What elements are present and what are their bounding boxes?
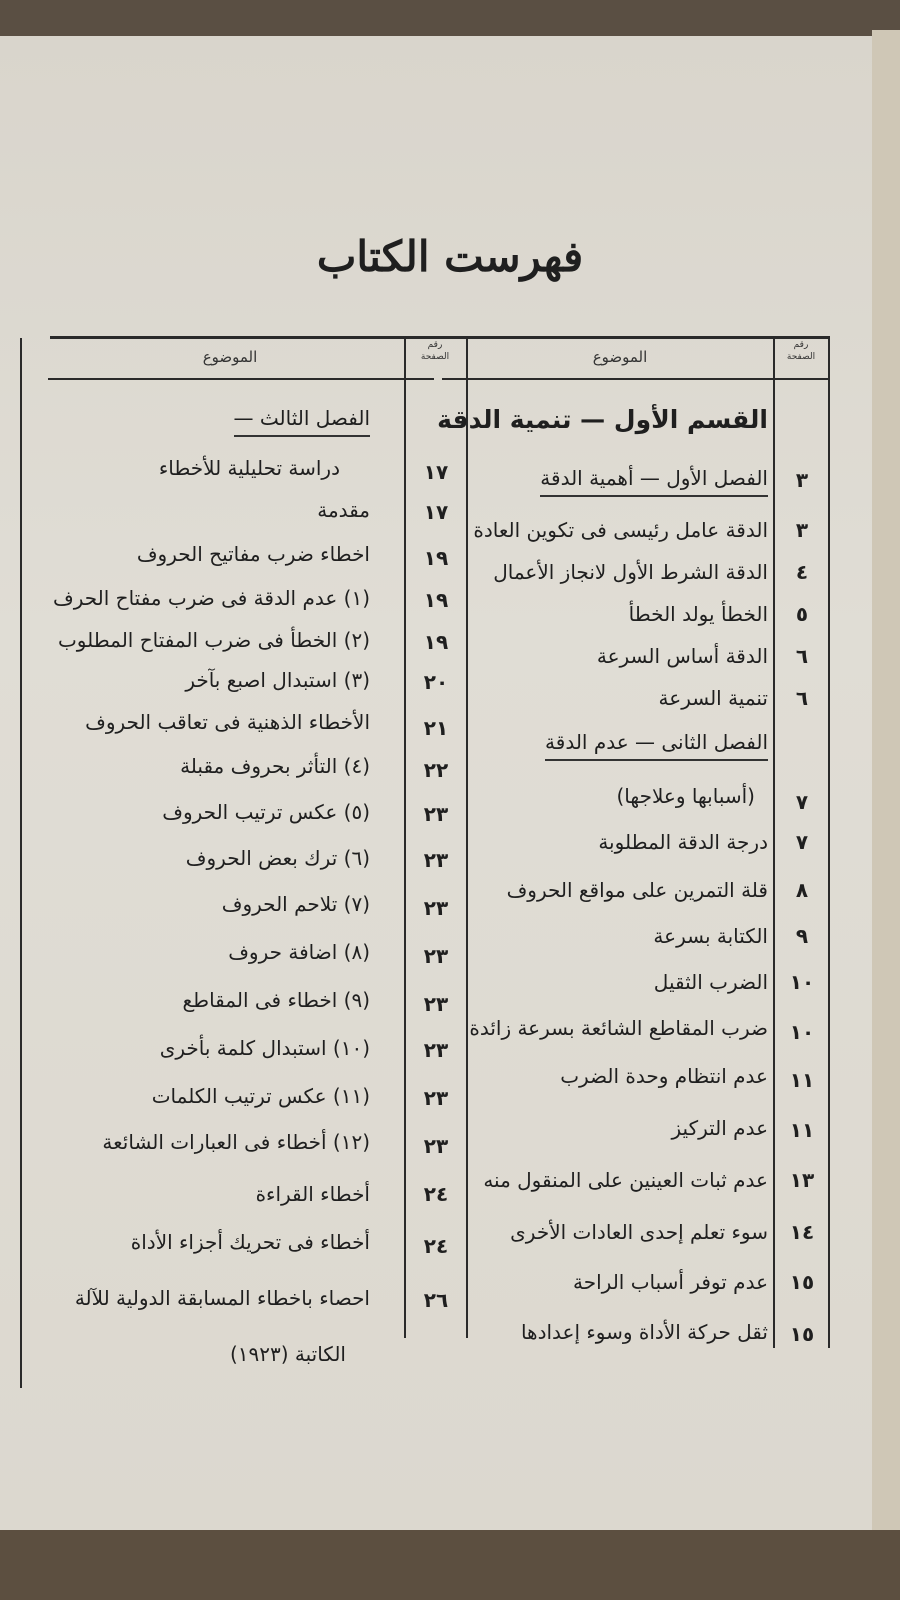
toc-page-number: ١٩ <box>423 588 449 612</box>
toc-entry: الأخطاء الذهنية فى تعاقب الحروف <box>85 710 370 734</box>
toc-page-number: ٢٣ <box>423 1038 449 1062</box>
toc-entry: أخطاء فى تحريك أجزاء الأداة <box>130 1230 370 1254</box>
toc-entry: (٣) استبدال اصبع بآخر <box>185 668 370 692</box>
toc-page-number: ١٣ <box>789 1168 815 1192</box>
toc-page-number: ٦ <box>795 686 809 710</box>
toc-page-number: ٢٠ <box>423 670 449 694</box>
toc-page-number: ٣ <box>795 518 809 542</box>
toc-page-number: ١١ <box>789 1068 815 1092</box>
column-divider-outer-right <box>828 338 830 1348</box>
toc-page-number: ٢٣ <box>423 992 449 1016</box>
toc-entry: (١٢) أخطاء فى العبارات الشائعة <box>102 1130 370 1154</box>
toc-page-number: ٢٣ <box>423 1086 449 1110</box>
toc-entry: عدم ثبات العينين على المنقول منه <box>483 1168 768 1192</box>
toc-entry: عدم التركيز <box>671 1116 768 1140</box>
toc-page-number: ٢١ <box>423 716 449 740</box>
toc-entry: سوء تعلم إحدى العادات الأخرى <box>510 1220 768 1244</box>
toc-entry: (٩) اخطاء فى المقاطع <box>182 988 370 1012</box>
toc-entry: الكتابة بسرعة <box>653 924 768 948</box>
toc-page-number: ٢٣ <box>423 944 449 968</box>
toc-entry: (٨) اضافة حروف <box>228 940 370 964</box>
toc-page-number: ١٩ <box>423 630 449 654</box>
toc-page-number: ٢٤ <box>423 1182 449 1206</box>
toc-page-number: ٤ <box>795 560 809 584</box>
toc-page-number: ١٧ <box>423 500 449 524</box>
toc-chapter-title: الفصل الثانى — عدم الدقة <box>545 727 768 761</box>
toc-page-number: ٢٣ <box>423 802 449 826</box>
header-rule-left <box>48 378 434 380</box>
toc-page-number: ٣ <box>795 468 809 492</box>
toc-page-number: ٢٤ <box>423 1234 449 1258</box>
toc-entry: الدقة الشرط الأول لانجاز الأعمال <box>493 560 768 584</box>
background-top <box>0 0 900 36</box>
toc-page-number: ١٩ <box>423 546 449 570</box>
toc-entry: (أسبابها وعلاجها) <box>616 784 755 808</box>
toc-page-number: ١٠ <box>789 1020 815 1044</box>
header-page-left-1: رقم <box>427 340 443 350</box>
toc-entry <box>30 398 370 438</box>
toc-page-number: ١٧ <box>423 460 449 484</box>
header-rule-right <box>442 378 830 380</box>
toc-entry: ضرب المقاطع الشائعة بسرعة زائدة <box>469 1016 768 1040</box>
toc-page-number: ٢٣ <box>423 896 449 920</box>
toc-entry <box>470 722 768 762</box>
toc-page-number: ١٤ <box>789 1220 815 1244</box>
page-title: فهرست الكتاب <box>316 232 584 281</box>
toc-entry: دراسة تحليلية للأخطاء <box>158 456 340 480</box>
toc-entry: الضرب الثقيل <box>653 970 768 994</box>
toc-entry: أخطاء القراءة <box>255 1182 370 1206</box>
toc-chapter-title: الفصل الثالث — <box>234 403 370 437</box>
column-divider-outer-left <box>20 338 22 1388</box>
header-topic-right: الموضوع <box>592 348 648 366</box>
toc-entry: درجة الدقة المطلوبة <box>598 830 768 854</box>
toc-entry: (٤) التأثر بحروف مقبلة <box>180 754 370 778</box>
toc-entry: (١١) عكس ترتيب الكلمات <box>151 1084 370 1108</box>
toc-entry: الدقة أساس السرعة <box>596 644 768 668</box>
toc-page-number: ٢٦ <box>423 1288 449 1312</box>
table-top-rule <box>50 336 830 339</box>
toc-chapter-title: الفصل الأول — أهمية الدقة <box>540 463 768 497</box>
toc-entry: مقدمة <box>317 498 370 522</box>
background-bottom <box>0 1530 900 1600</box>
toc-entry: (٦) ترك بعض الحروف <box>185 846 370 870</box>
toc-page-number: ١١ <box>789 1118 815 1142</box>
toc-entry: (٥) عكس ترتيب الحروف <box>162 800 370 824</box>
header-page-right-1: رقم <box>793 340 809 350</box>
header-page-left-2: الصفحة <box>420 352 450 362</box>
toc-page-number: ٦ <box>795 644 809 668</box>
toc-page-number: ٧ <box>795 790 809 814</box>
header-topic-left: الموضوع <box>202 348 258 366</box>
toc-page-number: ١٥ <box>789 1270 815 1294</box>
toc-entry: ثقل حركة الأداة وسوء إعدادها <box>520 1320 768 1344</box>
toc-entry: الكاتبة (١٩٢٣) <box>229 1342 346 1366</box>
toc-entry: اخطاء ضرب مفاتيح الحروف <box>136 542 370 566</box>
toc-entry: الدقة عامل رئيسى فى تكوين العادة <box>473 518 768 542</box>
column-divider-middle <box>466 338 468 1338</box>
toc-entry: عدم توفر أسباب الراحة <box>573 1270 768 1294</box>
toc-entry: احصاء باخطاء المسابقة الدولية للآلة <box>74 1286 370 1310</box>
toc-page-number: ٩ <box>795 924 809 948</box>
toc-page-number: ٢٣ <box>423 1134 449 1158</box>
toc-page-number: ٥ <box>795 602 809 626</box>
column-divider-right-page <box>773 338 775 1348</box>
toc-entry: (١٠) استبدال كلمة بأخرى <box>159 1036 370 1060</box>
toc-page-number: ٨ <box>795 878 809 902</box>
toc-page-number: ١٠ <box>789 970 815 994</box>
toc-page-number: ١٥ <box>789 1322 815 1346</box>
toc-entry: (٧) تلاحم الحروف <box>221 892 370 916</box>
toc-entry: قلة التمرين على مواقع الحروف <box>506 878 768 902</box>
toc-page-number: ٧ <box>795 830 809 854</box>
toc-entry: (١) عدم الدقة فى ضرب مفتاح الحرف <box>52 586 370 610</box>
toc-entry <box>470 458 768 498</box>
toc-page-number: ٢٢ <box>423 758 449 782</box>
toc-entry: تنمية السرعة <box>658 686 768 710</box>
toc-entry: (٢) الخطأ فى ضرب المفتاح المطلوب <box>57 628 370 652</box>
toc-entry: القسم الأول — تنمية الدقة <box>437 405 768 434</box>
toc-entry: عدم انتظام وحدة الضرب <box>560 1064 768 1088</box>
toc-page-number: ٢٣ <box>423 848 449 872</box>
header-page-right-2: الصفحة <box>786 352 816 362</box>
toc-entry: الخطأ يولد الخطأ <box>628 602 768 626</box>
